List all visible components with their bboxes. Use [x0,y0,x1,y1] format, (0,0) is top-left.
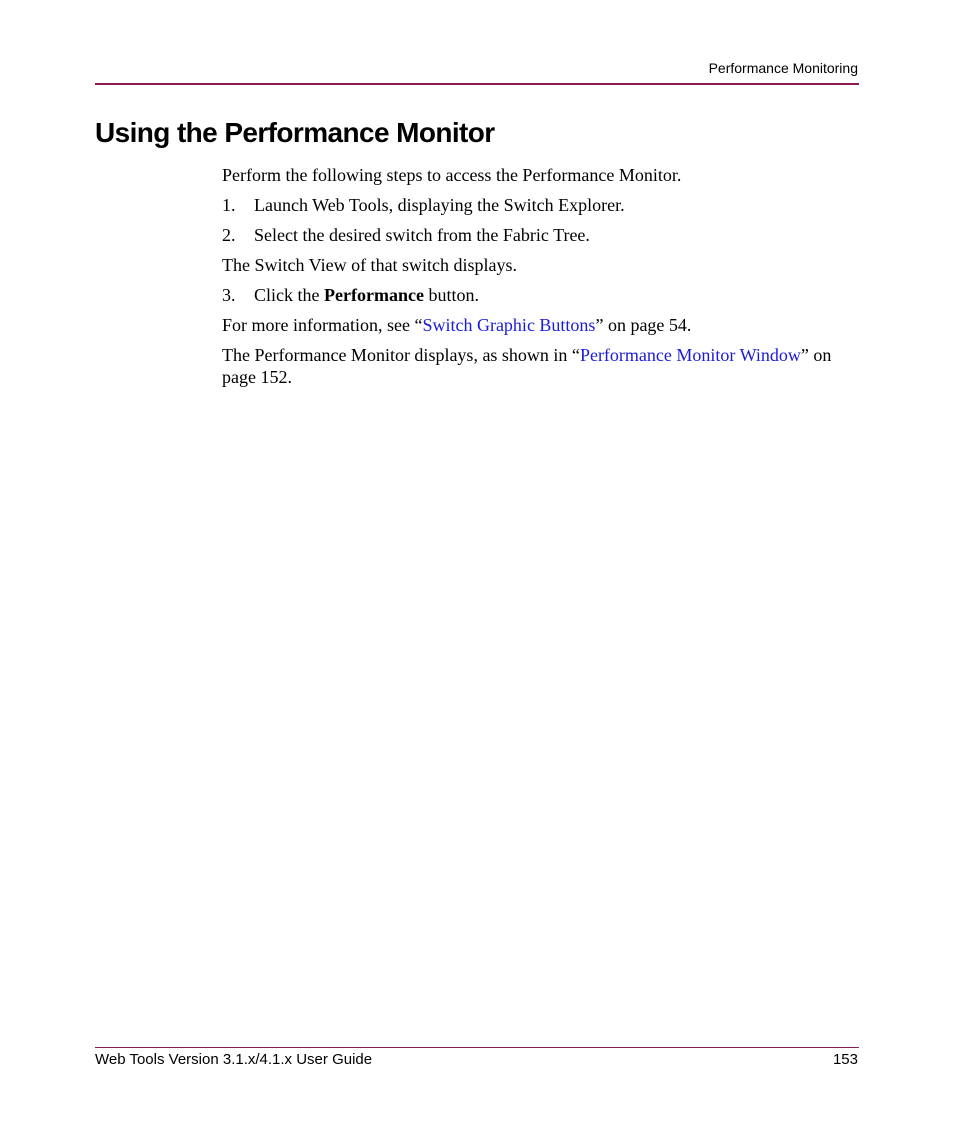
running-header: Performance Monitoring [708,60,858,76]
body-text [222,164,862,396]
switch-graphic-buttons-link[interactable]: Switch Graphic Buttons [422,315,596,335]
footer-guide-title: Web Tools Version 3.1.x/4.1.x User Guide [95,1051,373,1068]
performance-term: Performance [324,285,424,305]
step-text: Select the desired switch from the Fabric Tree. [254,225,590,245]
section-heading: Using the Performance Monitor [95,117,495,148]
step-text: Click the Performance button. [254,285,479,305]
switch-view-note: The Switch View of that switch displays. [222,255,518,275]
step-number: 3. [222,285,236,305]
step-text: Launch Web Tools, displaying the Switch Explorer. [254,195,625,215]
step-1 [222,194,862,216]
footer-rule [95,1047,859,1048]
header-rule [95,83,859,85]
more-info-paragraph: For more information, see “Switch Graphic Buttons” on page 54. [222,315,692,335]
step-2 [222,224,862,246]
step-number: 2. [222,225,236,245]
intro-paragraph: Perform the following steps to access the Performance Monitor. [222,165,682,185]
step-number: 1. [222,195,236,215]
page-number: 153 [832,1051,858,1068]
performance-monitor-window-link[interactable]: Performance Monitor Window [579,345,801,365]
displays-paragraph: The Performance Monitor displays, as shown in “Performance Monitor Window” on page 152. [222,345,832,387]
step-3 [222,284,862,306]
